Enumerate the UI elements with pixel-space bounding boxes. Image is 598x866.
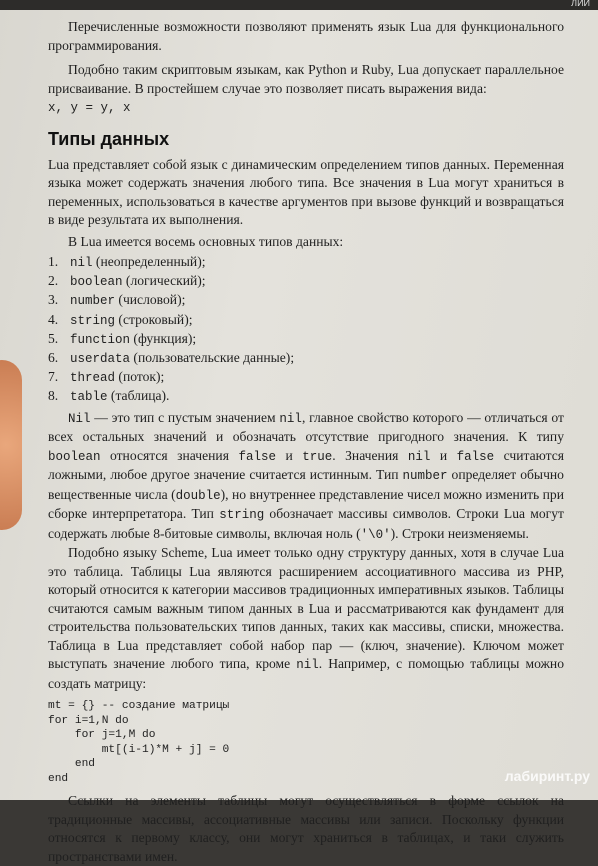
intro-paragraph-2: Подобно таким скриптовым языкам, как Python и Ruby, Lua допускает параллельное присваивание. В простейшем случае это позволяет писать выражения вида: x, y = y, x — [48, 62, 564, 115]
list-item: 4. string (строковый); — [48, 311, 193, 328]
list-item: 8. table (таблица). — [48, 388, 170, 405]
last-paragraph: Ссылки на элементы таблицы могут осуществляться в форме ссылок на традиционные массивы, ассоциативные массивы или записи. Поскольку функции относятся к первому классу, они могут храниться в таблицах, и таки служить пространствами имен. — [48, 793, 564, 864]
section-heading: Типы данных — [48, 128, 170, 149]
intro-paragraph-1: Перечисленные возможности позволяют применять язык Lua для функционального программирования. — [48, 19, 564, 53]
thumb — [0, 360, 22, 530]
page-content — [48, 18, 564, 866]
list-item: 7. thread (поток); — [48, 369, 165, 386]
code-block: mt = {} -- создание матрицы for i=1,N do for j=1,M do mt[(i-1)*M + j] = 0 end end — [48, 700, 230, 785]
list-item: 3. number (числовой); — [48, 292, 186, 309]
list-item: 1. nil (неопределенный); — [48, 254, 206, 270]
list-item: 6. userdata (пользовательские данные); — [48, 349, 295, 366]
intro-code: x, y = y, x — [48, 101, 131, 115]
watermark: лабиринт.ру — [504, 768, 590, 784]
section-paragraph-1: Lua представляет собой язык с динамическим определением типов данных. Переменная языка может содержать значения любого типа. Все значения в Lua могут храниться в переменных, использоваться в качестве аргументов при вызове функций и возвращаться в виде результата их выполнения. — [48, 156, 564, 227]
table-paragraph: Подобно языку Scheme, Lua имеет только одну структуру данных, хотя в случае Lua это таблица. Таблицы Lua являются расширением ассоциативного массива из PHP, который относится к категории массивов традиционных императивных языков. Таблицы считаются самым важным типом данных в Lua и рассматриваются как фундамент для строительства пользовательских типов данных, таких как массивы, списки, множества. Таблица в Lua представляет собой набор пар — (ключ, значение). Ключом может выступать значение любого типа, кроме nil. Например, с помощью таблицы можно создать матрицу: — [48, 545, 564, 691]
list-item: 5. function (функция); — [48, 330, 197, 347]
types-list — [48, 253, 564, 407]
page-header-bar — [0, 0, 598, 10]
running-header: ЛИИ — [571, 0, 590, 8]
nil-paragraph: Nil — это тип с пустым значением nil, главное свойство которого — отличаться от всех остальных значений и обозначать отсутствие пригодного значения. К типу boolean относятся значения false и true. Значения nil и false считаются ложными, любое другое значение считается истинным. Тип number определяет обычно вещественные числа (double), но внутреннее представление чисел можно изменить при сборке интерпретатора. Тип string обозначает массивы символов. Строки Lua могут содержать любые 8-битовые символы, включая ноль ('\0'). Строки неизменяемы. — [48, 409, 565, 542]
list-item: 2. boolean (логический); — [48, 273, 206, 290]
section-paragraph-2: В Lua имеется восемь основных типов данных: — [68, 233, 344, 249]
